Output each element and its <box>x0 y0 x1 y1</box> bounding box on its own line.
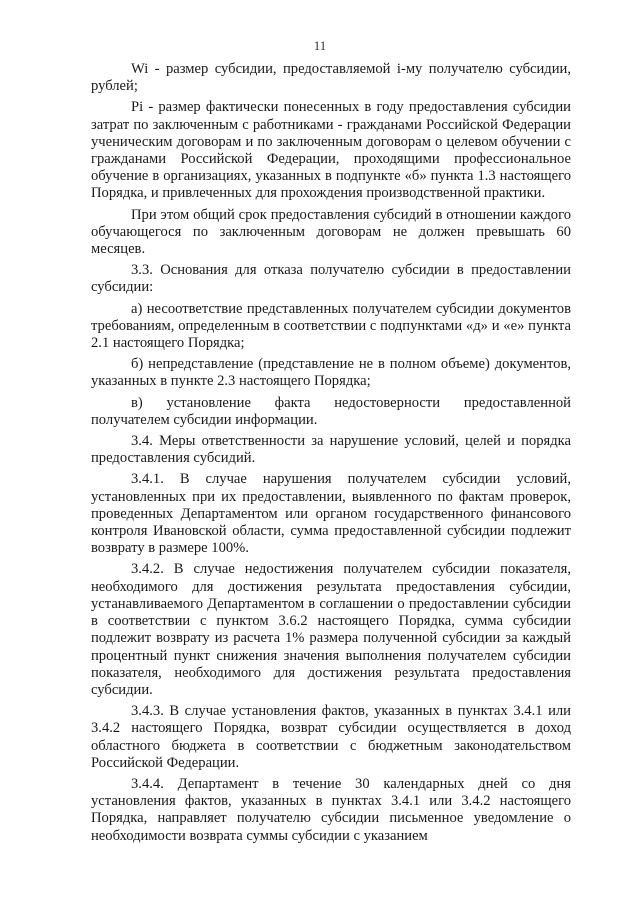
paragraph-pi-definition: Pi - размер фактически понесенных в году предоставления субсидии затрат по заключенным с работниками - гражданами Российской Федерации ученическим договорам и по заключенным договорам о целевом обучении с гражданами Российской Федерации, проходящими профессиональное обучение в организациях, указанных в подпункте «б» пункта 1.3 настоящего Порядка, и привлеченных для прохождения производственной практики. <box>91 99 571 202</box>
paragraph-wi-definition: Wi - размер субсидии, предоставляемой i-му получателю субсидии, рублей; <box>91 61 571 95</box>
document-body <box>91 61 571 849</box>
paragraph-3-4-1: 3.4.1. В случае нарушения получателем субсидии условий, установленных при их предоставлении, выявленного по фактам проверок, проведенных Департаментом или органом государственного финансового контроля Ивановской области, сумма предоставленной субсидии подлежит возврату в размере 100%. <box>91 471 571 557</box>
paragraph-3-4-3: 3.4.3. В случае установления фактов, указанных в пунктах 3.4.1 или 3.4.2 настоящего Порядка, возврат субсидии осуществляется в доход областного бюджета в соответствии с бюджетным законодательством Российской Федерации. <box>91 703 571 771</box>
page-number: 11 <box>313 38 327 53</box>
paragraph-3-3-v: в) установление факта недостоверности предоставленной получателем субсидии информации. <box>91 394 571 428</box>
paragraph-term-limit: При этом общий срок предоставления субсидий в отношении каждого обучающегося по заключенным договорам не должен превышать 60 месяцев. <box>91 206 571 258</box>
paragraph-3-4-4: 3.4.4. Департамент в течение 30 календарных дней со дня установления фактов, указанных в пунктах 3.4.1 или 3.4.2 настоящего Порядка, направляет получателю субсидии письменное уведомление о необходимости возврата суммы субсидии с указанием <box>91 775 571 844</box>
paragraph-3-3-b: б) непредставление (представление не в полном объеме) документов, указанных в пункте 2.3 настоящего Порядка; <box>91 356 571 390</box>
paragraph-3-4: 3.4. Меры ответственности за нарушение условий, целей и порядка предоставления субсидий. <box>91 433 571 467</box>
paragraph-3-3: 3.3. Основания для отказа получателю субсидии в предоставлении субсидии: <box>91 262 571 296</box>
paragraph-3-4-2: 3.4.2. В случае недостижения получателем субсидии показателя, необходимого для достижения результата предоставления субсидии, устанавливаемого Департаментом в соглашении о предоставлении субсидии в соответствии с пунктом 3.6.2 настоящего Порядка, сумма субсидии подлежит возврату из расчета 1% размера полученной субсидии за каждый процентный пункт снижения значения выполнения получателем субсидии показателя, необходимого для достижения результата предоставления субсидии. <box>91 561 571 698</box>
paragraph-3-3-a: а) несоответствие представленных получателем субсидии документов требованиям, определенным в соответствии с подпунктами «д» и «е» пункта 2.1 настоящего Порядка; <box>91 300 571 352</box>
